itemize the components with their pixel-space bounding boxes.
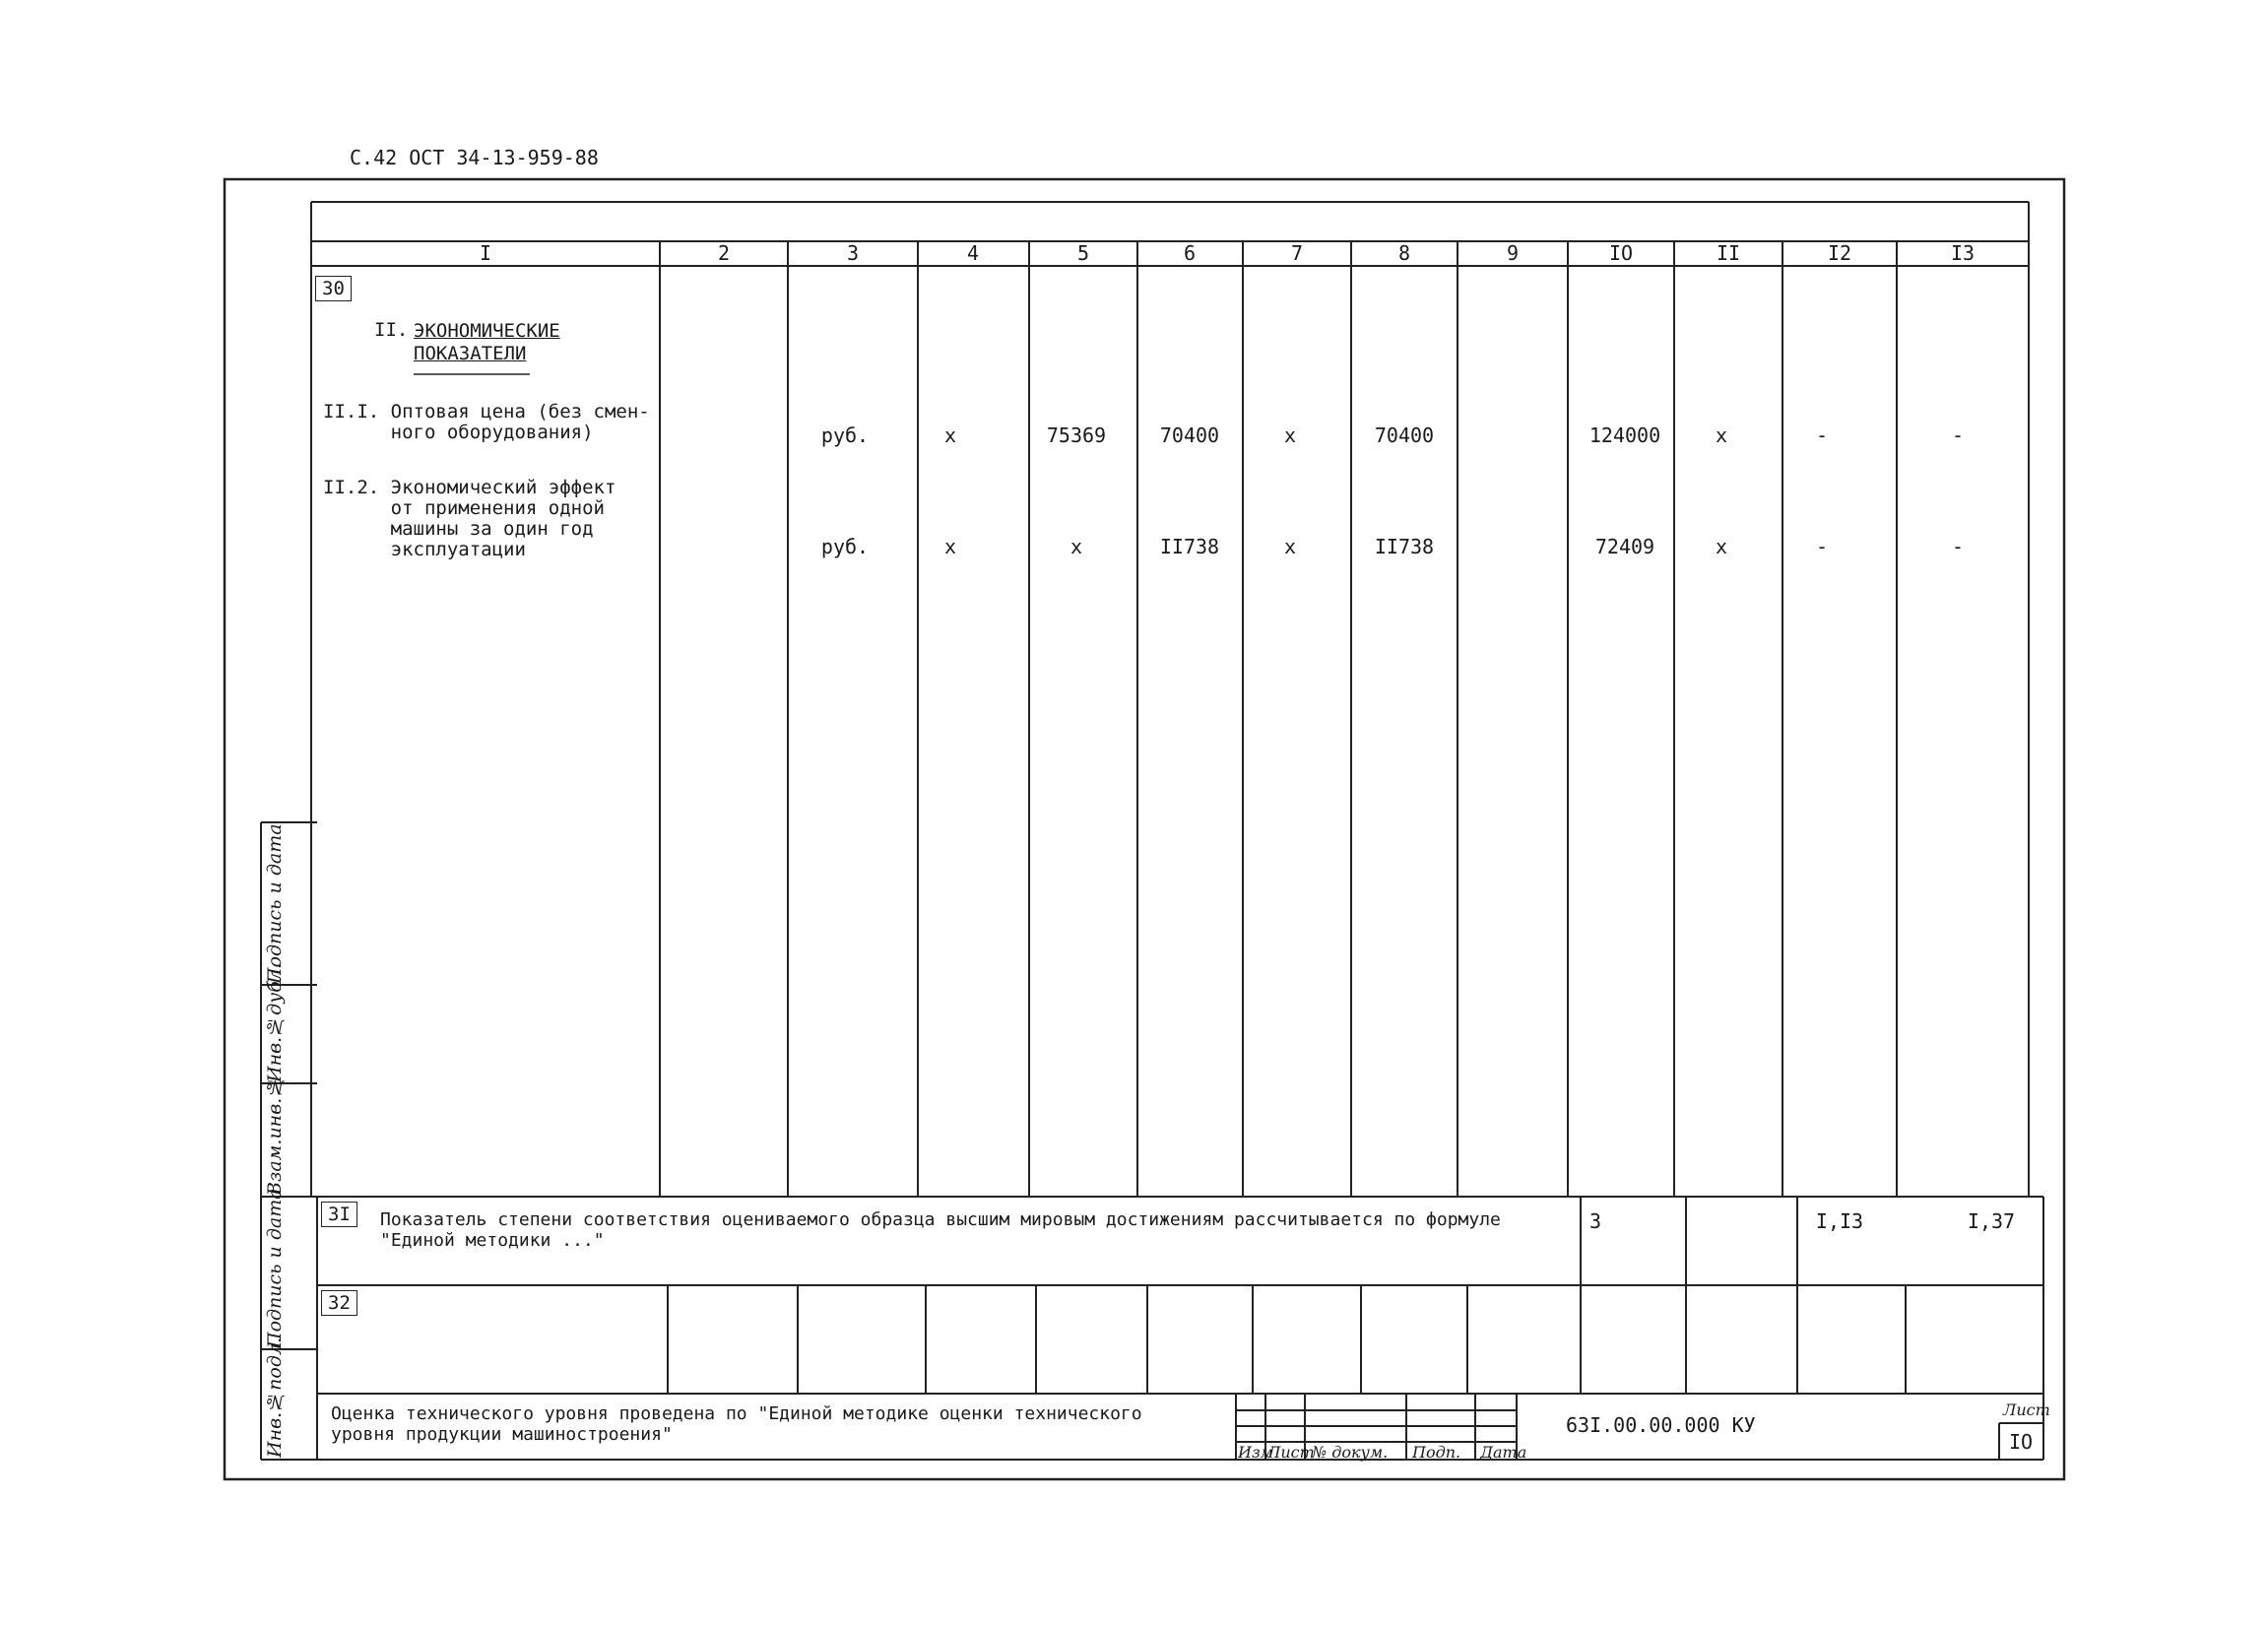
item-1-c12: -	[1815, 423, 1829, 447]
item-2-c4: x	[943, 535, 957, 558]
item-1-c4: x	[943, 423, 957, 447]
item-1-unit: руб.	[820, 423, 870, 447]
section-number: II.	[374, 319, 409, 341]
stamp-label-sign: Подп.	[1412, 1443, 1461, 1462]
item-2-c10: 72409	[1594, 535, 1655, 558]
footer-note: Оценка технического уровня проведена по "Единой методике оценки технического уровня продукции машиностроения"	[331, 1403, 1142, 1445]
side-label-sign-date-2: Подпись и дата	[264, 823, 286, 984]
item-1-c5: 75369	[1046, 423, 1107, 447]
stamp-label-izm: Изм	[1238, 1443, 1273, 1462]
sheet-label: Лист	[2003, 1400, 2050, 1419]
item-2-unit: руб.	[820, 535, 870, 558]
col-header-10: IO	[1608, 241, 1634, 265]
col-header-1: I	[479, 241, 492, 265]
col-header-9: 9	[1506, 241, 1520, 265]
stamp-label-date: Дата	[1480, 1443, 1527, 1462]
page-header: С.42 ОСТ 34-13-959-88	[350, 146, 599, 169]
row-31-c12: I,I3	[1815, 1209, 1864, 1233]
col-header-8: 8	[1397, 241, 1411, 265]
col-header-4: 4	[966, 241, 980, 265]
side-label-vzam-inv: Взам.инв.№	[264, 1075, 286, 1196]
item-2-c5: x	[1069, 535, 1083, 558]
side-label-inv-podl: Инв.№подл.	[264, 1336, 286, 1458]
item-1-label: II.I. Оптовая цена (без смен- ного оборудования)	[323, 401, 650, 443]
col-header-5: 5	[1076, 241, 1090, 265]
row-31-c13: I,37	[1967, 1209, 2016, 1233]
item-2-c13: -	[1951, 535, 1965, 558]
item-1-c7: x	[1283, 423, 1297, 447]
item-2-label: II.2. Экономический эффект от применения одной машины за один год эксплуатации	[323, 477, 616, 560]
col-header-13: I3	[1950, 241, 1976, 265]
item-1-c10: 124000	[1588, 423, 1661, 447]
col-header-12: I2	[1827, 241, 1852, 265]
col-header-2: 2	[717, 241, 731, 265]
item-2-c12: -	[1815, 535, 1829, 558]
item-1-c8: 70400	[1374, 423, 1435, 447]
item-1-c6: 70400	[1159, 423, 1220, 447]
item-1-c11: x	[1715, 423, 1728, 447]
row-31-c10: 3	[1588, 1209, 1602, 1233]
stamp-label-list: Лист	[1267, 1443, 1315, 1462]
item-2-c7: x	[1283, 535, 1297, 558]
section-title: ЭКОНОМИЧЕСКИЕ ПОКАЗАТЕЛИ	[414, 320, 560, 364]
side-label-sign-date-1: Подпись и дата	[264, 1188, 286, 1348]
row-number-31: 3I	[321, 1202, 357, 1227]
col-header-7: 7	[1290, 241, 1304, 265]
sheet-number: IO	[2009, 1430, 2034, 1454]
side-label-inv-dubl: Инв.№дубл.	[264, 963, 286, 1082]
stamp-label-doc: № докум.	[1312, 1443, 1389, 1462]
col-header-11: II	[1716, 241, 1741, 265]
col-header-3: 3	[846, 241, 860, 265]
row-31-text: Показатель степени соответствия оцениваемого образца высшим мировым достижениям рассчитывается по формуле "Единой методики ..."	[380, 1209, 1501, 1251]
row-number-32: 32	[321, 1290, 357, 1316]
item-2-c11: x	[1715, 535, 1728, 558]
item-2-c6: II738	[1159, 535, 1220, 558]
row-number-30: 30	[315, 276, 352, 301]
col-header-6: 6	[1183, 241, 1197, 265]
doc-code: 63I.00.00.000 КУ	[1566, 1413, 1756, 1437]
item-1-c13: -	[1951, 423, 1965, 447]
item-2-c8: II738	[1374, 535, 1435, 558]
